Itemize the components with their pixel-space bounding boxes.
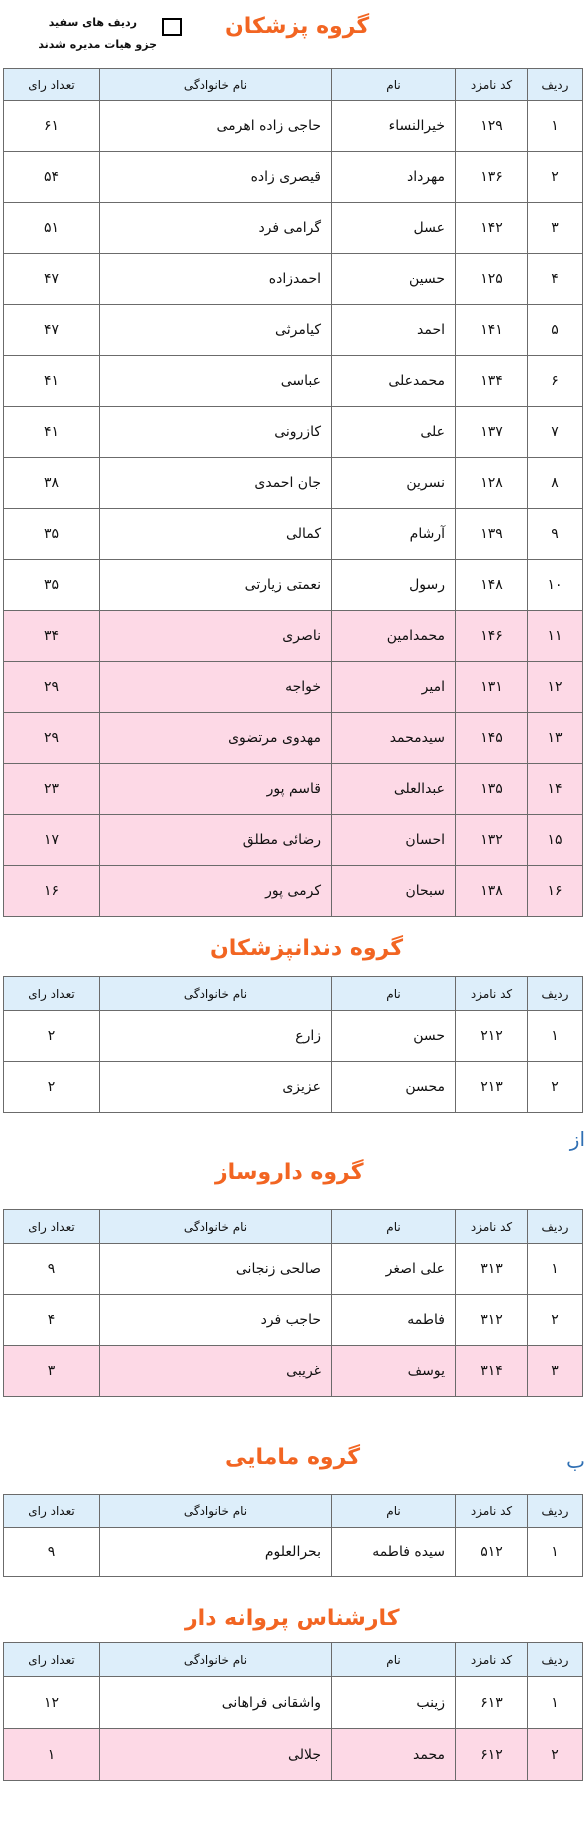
cell-votes: ۲۹ <box>4 662 100 713</box>
cell-votes: ۳۵ <box>4 560 100 611</box>
cell-code: ۱۴۵ <box>456 713 528 764</box>
column-header-last: نام خانوادگی <box>100 1210 332 1244</box>
results-table <box>3 976 583 1113</box>
cell-last: زارع <box>100 1011 332 1062</box>
column-header-row: ردیف <box>528 977 583 1011</box>
cell-code: ۱۳۵ <box>456 764 528 815</box>
cell-first: علی <box>332 407 456 458</box>
cell-n: ۱۲ <box>528 662 583 713</box>
cell-votes: ۱۶ <box>4 866 100 917</box>
cell-code: ۶۱۳ <box>456 1677 528 1729</box>
cell-first: خیرالنساء <box>332 101 456 152</box>
cell-code: ۶۱۲ <box>456 1729 528 1781</box>
column-header-code: کد نامزد <box>456 1495 528 1528</box>
cell-last: قیصری زاده <box>100 152 332 203</box>
cell-code: ۲۱۳ <box>456 1062 528 1113</box>
cell-first: محمدعلی <box>332 356 456 407</box>
cell-n: ۲ <box>528 152 583 203</box>
cell-votes: ۲۳ <box>4 764 100 815</box>
cell-last: احمدزاده <box>100 254 332 305</box>
column-header-first: نام <box>332 1210 456 1244</box>
cell-code: ۱۴۱ <box>456 305 528 356</box>
column-header-row: ردیف <box>528 1495 583 1528</box>
column-header-code: کد نامزد <box>456 977 528 1011</box>
cell-votes: ۵۱ <box>4 203 100 254</box>
cell-votes: ۱۲ <box>4 1677 100 1729</box>
cell-n: ۵ <box>528 305 583 356</box>
table-row <box>4 1244 583 1295</box>
cell-first: عسل <box>332 203 456 254</box>
results-table <box>3 68 583 917</box>
cell-first: حسن <box>332 1011 456 1062</box>
cell-n: ۳ <box>528 203 583 254</box>
cell-code: ۱۳۹ <box>456 509 528 560</box>
cell-first: آرشام <box>332 509 456 560</box>
cell-first: یوسف <box>332 1346 456 1397</box>
table-row <box>4 662 583 713</box>
cell-last: قاسم پور <box>100 764 332 815</box>
column-header-last: نام خانوادگی <box>100 69 332 101</box>
cell-last: کرمی پور <box>100 866 332 917</box>
cell-last: بحرالعلوم <box>100 1528 332 1577</box>
cut-off-text-1: از <box>569 1127 585 1151</box>
group-title: گروه دندانپزشکان <box>210 936 403 961</box>
cell-last: کیامرثی <box>100 305 332 356</box>
cell-n: ۴ <box>528 254 583 305</box>
table-row <box>4 152 583 203</box>
column-header-code: کد نامزد <box>456 69 528 101</box>
cell-first: امیر <box>332 662 456 713</box>
cell-first: عبدالعلی <box>332 764 456 815</box>
table-row <box>4 815 583 866</box>
cell-first: محسن <box>332 1062 456 1113</box>
cell-last: صالحی زنجانی <box>100 1244 332 1295</box>
cell-last: جلالی <box>100 1729 332 1781</box>
cell-votes: ۳ <box>4 1346 100 1397</box>
cell-n: ۱ <box>528 101 583 152</box>
cell-last: واشقانی فراهانی <box>100 1677 332 1729</box>
table-row <box>4 1729 583 1781</box>
table-row <box>4 1677 583 1729</box>
group-title: گروه پزشکان <box>225 14 370 39</box>
column-header-votes: تعداد رای <box>4 977 100 1011</box>
column-header-last: نام خانوادگی <box>100 1643 332 1677</box>
cell-last: غریبی <box>100 1346 332 1397</box>
cell-votes: ۳۸ <box>4 458 100 509</box>
column-header-first: نام <box>332 69 456 101</box>
cell-code: ۱۳۷ <box>456 407 528 458</box>
cell-last: گرامی فرد <box>100 203 332 254</box>
cell-first: نسرین <box>332 458 456 509</box>
cell-first: محمدامین <box>332 611 456 662</box>
column-header-code: کد نامزد <box>456 1643 528 1677</box>
column-header-row: ردیف <box>528 69 583 101</box>
cell-n: ۱۵ <box>528 815 583 866</box>
table-row <box>4 509 583 560</box>
cell-votes: ۴ <box>4 1295 100 1346</box>
group-title: گروه مامایی <box>225 1445 361 1470</box>
cell-code: ۳۱۲ <box>456 1295 528 1346</box>
cell-n: ۱۶ <box>528 866 583 917</box>
cell-votes: ۴۷ <box>4 254 100 305</box>
cell-n: ۲ <box>528 1062 583 1113</box>
cell-code: ۱۴۸ <box>456 560 528 611</box>
table-row <box>4 1295 583 1346</box>
cell-first: سیده فاطمه <box>332 1528 456 1577</box>
table-row <box>4 1346 583 1397</box>
cell-first: رسول <box>332 560 456 611</box>
cell-code: ۱۴۶ <box>456 611 528 662</box>
column-header-row: ردیف <box>528 1210 583 1244</box>
cell-last: نعمتی زیارتی <box>100 560 332 611</box>
table-row <box>4 1528 583 1577</box>
table-row <box>4 611 583 662</box>
column-header-row: ردیف <box>528 1643 583 1677</box>
cell-n: ۷ <box>528 407 583 458</box>
cell-n: ۲ <box>528 1729 583 1781</box>
table-row <box>4 254 583 305</box>
cell-n: ۳ <box>528 1346 583 1397</box>
cell-last: جان احمدی <box>100 458 332 509</box>
cell-code: ۱۳۲ <box>456 815 528 866</box>
cell-votes: ۹ <box>4 1244 100 1295</box>
cell-first: سبحان <box>332 866 456 917</box>
legend <box>20 14 185 56</box>
cell-code: ۱۳۱ <box>456 662 528 713</box>
cell-last: ناصری <box>100 611 332 662</box>
legend-line-2: جزو هیات مدیره شدند <box>38 38 157 51</box>
cell-last: رضائی مطلق <box>100 815 332 866</box>
cell-votes: ۶۱ <box>4 101 100 152</box>
group-title: کارشناس پروانه دار <box>185 1606 400 1631</box>
cell-first: حسین <box>332 254 456 305</box>
legend-line-1: ردیف های سفید <box>48 16 137 29</box>
cell-first: مهرداد <box>332 152 456 203</box>
cell-votes: ۴۱ <box>4 407 100 458</box>
cell-n: ۶ <box>528 356 583 407</box>
cell-n: ۱ <box>528 1011 583 1062</box>
cell-last: عزیزی <box>100 1062 332 1113</box>
cell-first: زینب <box>332 1677 456 1729</box>
cell-last: کازرونی <box>100 407 332 458</box>
cell-n: ۸ <box>528 458 583 509</box>
cell-n: ۱۳ <box>528 713 583 764</box>
cell-n: ۲ <box>528 1295 583 1346</box>
cell-code: ۱۳۶ <box>456 152 528 203</box>
table-row <box>4 866 583 917</box>
cell-votes: ۴۱ <box>4 356 100 407</box>
cell-last: حاجی زاده اهرمی <box>100 101 332 152</box>
cell-votes: ۴۷ <box>4 305 100 356</box>
column-header-votes: تعداد رای <box>4 1495 100 1528</box>
table-row <box>4 1011 583 1062</box>
cell-n: ۱ <box>528 1244 583 1295</box>
cut-off-text-2: ب <box>566 1449 585 1473</box>
cell-first: فاطمه <box>332 1295 456 1346</box>
table-row <box>4 407 583 458</box>
column-header-last: نام خانوادگی <box>100 977 332 1011</box>
cell-votes: ۱ <box>4 1729 100 1781</box>
column-header-first: نام <box>332 977 456 1011</box>
column-header-first: نام <box>332 1643 456 1677</box>
cell-votes: ۲ <box>4 1011 100 1062</box>
cell-votes: ۲۹ <box>4 713 100 764</box>
group-title: گروه داروساز <box>215 1160 364 1185</box>
cell-last: عباسی <box>100 356 332 407</box>
cell-votes: ۹ <box>4 1528 100 1577</box>
cell-code: ۱۲۸ <box>456 458 528 509</box>
column-header-first: نام <box>332 1495 456 1528</box>
cell-n: ۱۰ <box>528 560 583 611</box>
cell-code: ۳۱۴ <box>456 1346 528 1397</box>
cell-first: محمد <box>332 1729 456 1781</box>
results-table <box>3 1494 583 1577</box>
table-row <box>4 101 583 152</box>
column-header-votes: تعداد رای <box>4 1643 100 1677</box>
cell-n: ۱۱ <box>528 611 583 662</box>
cell-votes: ۵۴ <box>4 152 100 203</box>
table-row <box>4 560 583 611</box>
cell-code: ۳۱۳ <box>456 1244 528 1295</box>
cell-n: ۱ <box>528 1528 583 1577</box>
table-row <box>4 356 583 407</box>
results-table <box>3 1209 583 1397</box>
cell-n: ۱ <box>528 1677 583 1729</box>
cell-votes: ۱۷ <box>4 815 100 866</box>
cell-last: خواجه <box>100 662 332 713</box>
cell-code: ۱۴۲ <box>456 203 528 254</box>
cell-first: سیدمحمد <box>332 713 456 764</box>
cell-votes: ۳۴ <box>4 611 100 662</box>
column-header-code: کد نامزد <box>456 1210 528 1244</box>
cell-first: احمد <box>332 305 456 356</box>
table-row <box>4 1062 583 1113</box>
cell-votes: ۳۵ <box>4 509 100 560</box>
cell-first: احسان <box>332 815 456 866</box>
cell-n: ۱۴ <box>528 764 583 815</box>
table-row <box>4 458 583 509</box>
cell-n: ۹ <box>528 509 583 560</box>
column-header-votes: تعداد رای <box>4 1210 100 1244</box>
cell-code: ۵۱۲ <box>456 1528 528 1577</box>
cell-votes: ۲ <box>4 1062 100 1113</box>
results-table <box>3 1642 583 1781</box>
table-row <box>4 203 583 254</box>
cell-code: ۱۲۹ <box>456 101 528 152</box>
legend-swatch <box>162 18 182 36</box>
column-header-votes: تعداد رای <box>4 69 100 101</box>
cell-code: ۱۳۴ <box>456 356 528 407</box>
column-header-last: نام خانوادگی <box>100 1495 332 1528</box>
table-row <box>4 305 583 356</box>
cell-code: ۲۱۲ <box>456 1011 528 1062</box>
table-row <box>4 764 583 815</box>
table-row <box>4 713 583 764</box>
cell-last: مهدوی مرتضوی <box>100 713 332 764</box>
cell-code: ۱۲۵ <box>456 254 528 305</box>
cell-last: حاجب فرد <box>100 1295 332 1346</box>
cell-code: ۱۳۸ <box>456 866 528 917</box>
cell-last: کمالی <box>100 509 332 560</box>
cell-first: علی اصغر <box>332 1244 456 1295</box>
